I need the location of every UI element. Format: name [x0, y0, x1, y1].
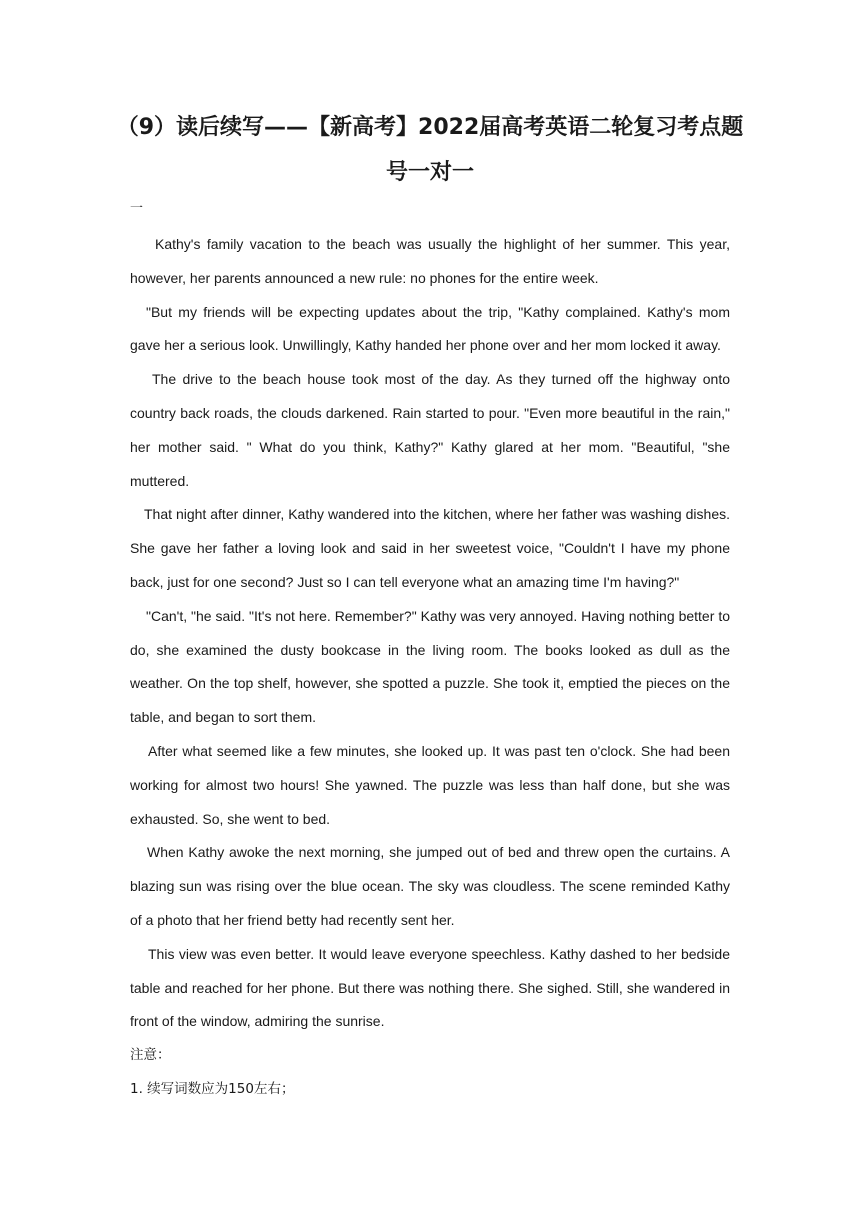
- passage-paragraph-2: "But my friends will be expecting updates about the trip, "Kathy complained. Kathy's mom gave her a serious look. Unwillingly, Kathy handed her phone over and her mom locked it away.: [130, 303, 730, 354]
- passage-paragraph-7: When Kathy awoke the next morning, she jumped out of bed and threw open the curtains. A blazing sun was rising over the blue ocean. The sky was cloudless. The scene reminded Kathy of a photo that her friend betty had recently sent her.: [130, 844, 730, 928]
- section-number: 一: [130, 201, 144, 216]
- passage-paragraph-4: That night after dinner, Kathy wandered into the kitchen, where her father was washing dishes. She gave her father a loving look and said in her sweetest voice, "Couldn't I have my phone back, just for one second? Just so I can tell everyone what an amazing time I'm having?": [130, 506, 730, 590]
- notes-label: 注意：: [130, 1047, 171, 1064]
- passage-paragraph-3: The drive to the beach house took most of the day. As they turned off the highway onto country back roads, the clouds darkened. Rain started to pour. "Even more beautiful in the rain," her mother said. " What do you think, Kathy?" Kathy glared at her mom. "Beautiful, "she muttered.: [130, 371, 730, 489]
- document-title-line-2: 号一对一: [385, 160, 474, 185]
- passage-paragraph-6: After what seemed like a few minutes, she looked up. It was past ten o'clock. She had been working for almost two hours! She yawned. The puzzle was less than half done, but she was exhausted. So, she went to bed.: [130, 742, 730, 827]
- passage-paragraph-8: This view was even better. It would leave everyone speechless. Kathy dashed to her bedside table and reached for her phone. But there was nothing there. She sighed. Still, she wandered in front of the window, admiring the sunrise.: [130, 945, 730, 1030]
- document-title-line-1: （9）读后续写——【新高考】2022届高考英语二轮复习考点题: [116, 115, 744, 140]
- passage-paragraph-5: "Can't, "he said. "It's not here. Remember?" Kathy was very annoyed. Having nothing better to do, she examined the dusty bookcase in the living room. The books looked as dull as the weather. On the top shelf, however, she spotted a puzzle. She took it, emptied the pieces on the table, and began to sort them.: [130, 607, 730, 726]
- passage-body: [130, 228, 730, 1107]
- passage-paragraph-1: Kathy's family vacation to the beach was usually the highlight of her summer. This year, however, her parents announced a new rule: no phones for the entire week.: [130, 236, 730, 286]
- note-item-1: 1. 续写词数应为150左右；: [130, 1080, 295, 1097]
